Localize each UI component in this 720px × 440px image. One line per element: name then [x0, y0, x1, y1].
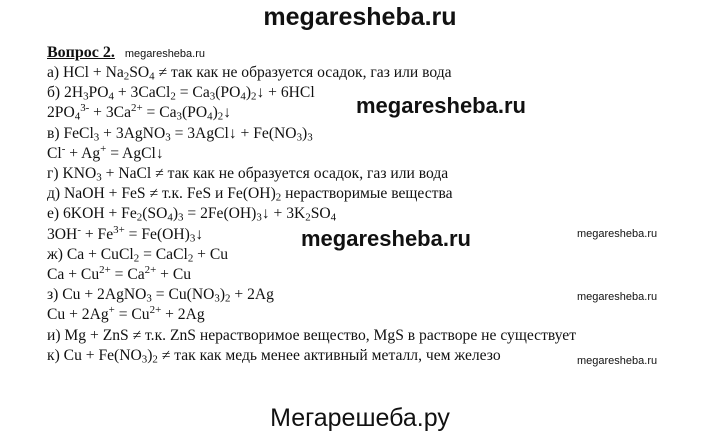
subscript: 4 — [207, 111, 213, 124]
watermark-small-1: megaresheba.ru — [577, 228, 658, 240]
watermark-middle-2: megaresheba.ru — [301, 226, 471, 251]
equation-line: $2PO_4^{3-} + 3Ca^{2+}$ = $Ca_3(PO_4)_2↓$ — [47, 102, 232, 124]
subscript: 2 — [225, 292, 231, 305]
subscript: 3 — [146, 292, 152, 305]
equation-line: Cl- + Ag+ = AgCl↓ — [47, 142, 164, 162]
equation-line: д) NaOH + FeS ≠ т.к. FeS и $Fe(OH)_2$ нерастворимые вещества — [47, 185, 453, 204]
equation-line: и) Mg + ZnS ≠ т.к. ZnS нерастворимое вещество, MgS в растворе не существует — [47, 326, 577, 344]
superscript: 3- — [80, 102, 90, 115]
subscript: 3 — [189, 232, 196, 245]
equation-line: б) $2H_3PO_4$ + 3CaCl$_2$ = $Ca_3(PO_4)_2↓ + 6HCl$ — [47, 84, 315, 103]
subscript: 3 — [256, 212, 262, 225]
superscript: 2+ — [99, 264, 111, 276]
subscript: 2 — [305, 212, 311, 225]
subscript: 2 — [123, 70, 130, 83]
superscript: 3+ — [113, 223, 125, 236]
subscript: 3 — [296, 131, 303, 144]
superscript: - — [77, 223, 81, 236]
watermark-top: megaresheba.ru — [263, 3, 457, 31]
subscript: 2 — [217, 111, 224, 124]
subscript: 3 — [176, 111, 182, 124]
watermark-bottom: Мегарешеба.ру — [270, 404, 450, 432]
superscript: + — [100, 142, 107, 155]
equation-line: ж) Ca + CuCl$_2$ = CaCl$_2$ + Cu — [47, 245, 229, 265]
question-heading — [47, 44, 205, 62]
subscript: 4 — [240, 90, 246, 103]
subscript: 2 — [152, 353, 158, 366]
superscript: - — [61, 142, 66, 155]
subscript: 3 — [141, 353, 148, 366]
subscript: 3 — [214, 292, 220, 305]
equation-line: $Cu + 2Ag^+ = Cu^{2+} + 2Ag$ — [47, 304, 205, 324]
equation-line: к) $Cu + Fe(NO_3)_2$ ≠ так как медь менее активный металл, чем железо — [47, 346, 501, 366]
equation-line: в) FeCl$_3$ + 3AgNO$_3$ = 3AgCl↓ + $Fe(NO_3)_3$ — [47, 124, 313, 144]
subscript: 2 — [136, 212, 143, 225]
equation-line: г) $KNO_3$ + NaCl ≠ так как не образуется осадок, газ или вода — [47, 165, 449, 184]
subscript: 2 — [170, 90, 176, 103]
equation-line: $Ca + Cu^{2+} = Ca^{2+} + Cu$ — [47, 264, 192, 283]
superscript: 2+ — [149, 304, 162, 317]
equation-line: з) Cu + 2AgNO$_3$ = $Cu(NO_3)_2 + 2Ag$ — [47, 286, 274, 305]
subscript: 4 — [108, 90, 114, 103]
subscript: 4 — [74, 111, 81, 124]
equation-line: $3OH^- + Fe^{3+}$ = $Fe(OH)_3↓$ — [47, 223, 204, 245]
subscript: 3 — [307, 131, 313, 144]
heading-watermark: megaresheba.ru — [124, 48, 205, 60]
subscript: 3 — [93, 131, 100, 144]
equation-line: е) $6KOH + Fe_2(SO_4)_3$ = $2Fe(OH)_3↓ + 3K_2SO_4$ — [47, 205, 337, 225]
subscript: 3 — [96, 171, 102, 184]
superscript: 2+ — [144, 264, 157, 276]
heading-title: Вопрос 2. — [47, 44, 115, 61]
subscript: 2 — [251, 90, 257, 103]
subscript: 3 — [209, 90, 216, 103]
subscript: 4 — [149, 70, 155, 83]
subscript: 3 — [83, 90, 89, 103]
subscript: 2 — [275, 191, 282, 204]
superscript: 2+ — [131, 102, 143, 115]
equation-line: а) HCl + $Na_2SO_4$ ≠ так как не образуется осадок, газ или вода — [47, 64, 452, 83]
subscript: 4 — [167, 212, 173, 225]
subscript: 3 — [165, 131, 171, 144]
watermark-small-3: megaresheba.ru — [577, 355, 658, 367]
subscript: 3 — [178, 212, 184, 225]
superscript: + — [108, 304, 115, 317]
subscript: 4 — [330, 212, 337, 225]
subscript: 2 — [133, 252, 140, 265]
watermark-small-2: megaresheba.ru — [577, 291, 658, 303]
watermark-middle-1: megaresheba.ru — [356, 93, 526, 118]
subscript: 2 — [187, 252, 194, 265]
